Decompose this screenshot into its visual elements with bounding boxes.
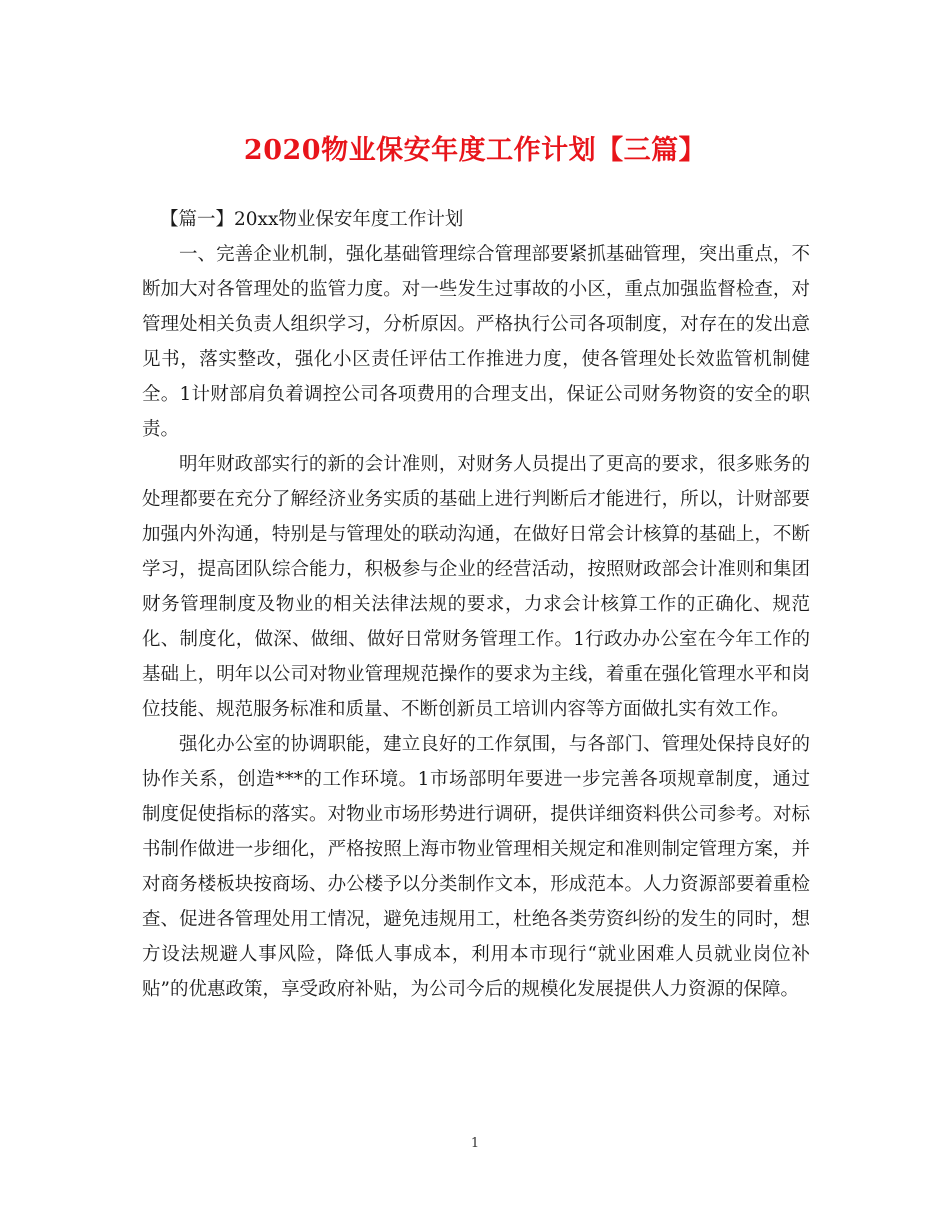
section-heading: 【篇一】20xx物业保安年度工作计划 [160, 209, 464, 230]
document-body [142, 202, 810, 1007]
paragraph-3: 强化办公室的协调职能，建立良好的工作氛围，与各部门、管理处保持良好的协作关系，创造***的工作环境。1市场部明年要进一步完善各项规章制度，通过制度促使指标的落实。对物业市场形势进行调研，提供详细资料供公司参考。对标书制作做进一步细化，严格按照上海市物业管理相关规定和准则制定管理方案，并对商务楼板块按商场、办公楼予以分类制作文本，形成范本。人力资源部要着重检查、促进各管理处用工情况，避免违规用工，杜绝各类劳资纠纷的发生的同时，想方设法规避人事风险，降低人事成本，利用本市现行“就业困难人员就业岗位补贴”的优惠政策，享受政府补贴，为公司今后的规模化发展提供人力资源的保障。 [142, 734, 810, 1000]
document-title: 2020物业保安年度工作计划【三篇】 [243, 135, 707, 166]
paragraph-1: 一、完善企业机制，强化基础管理综合管理部要紧抓基础管理，突出重点，不断加大对各管理处的监管力度。对一些发生过事故的小区，重点加强监督检查，对管理处相关负责人组织学习，分析原因。严格执行公司各项制度，对存在的发出意见书，落实整改，强化小区责任评估工作推进力度，使各管理处长效监管机制健全。1计财部肩负着调控公司各项费用的合理支出，保证公司财务物资的安全的职责。 [142, 244, 810, 440]
paragraph-2: 明年财政部实行的新的会计准则，对财务人员提出了更高的要求，很多账务的处理都要在充分了解经济业务实质的基础上进行判断后才能进行，所以，计财部要加强内外沟通，特别是与管理处的联动沟通，在做好日常会计核算的基础上，不断学习，提高团队综合能力，积极参与企业的经营活动，按照财政部会计准则和集团财务管理制度及物业的相关法律法规的要求，力求会计核算工作的正确化、规范化、制度化，做深、做细、做好日常财务管理工作。1行政办办公室在今年工作的基础上，明年以公司对物业管理规范操作的要求为主线，着重在强化管理水平和岗位技能、规范服务标准和质量、不断创新员工培训内容等方面做扎实有效工作。 [142, 454, 810, 720]
page-number: 1 [470, 1136, 480, 1151]
